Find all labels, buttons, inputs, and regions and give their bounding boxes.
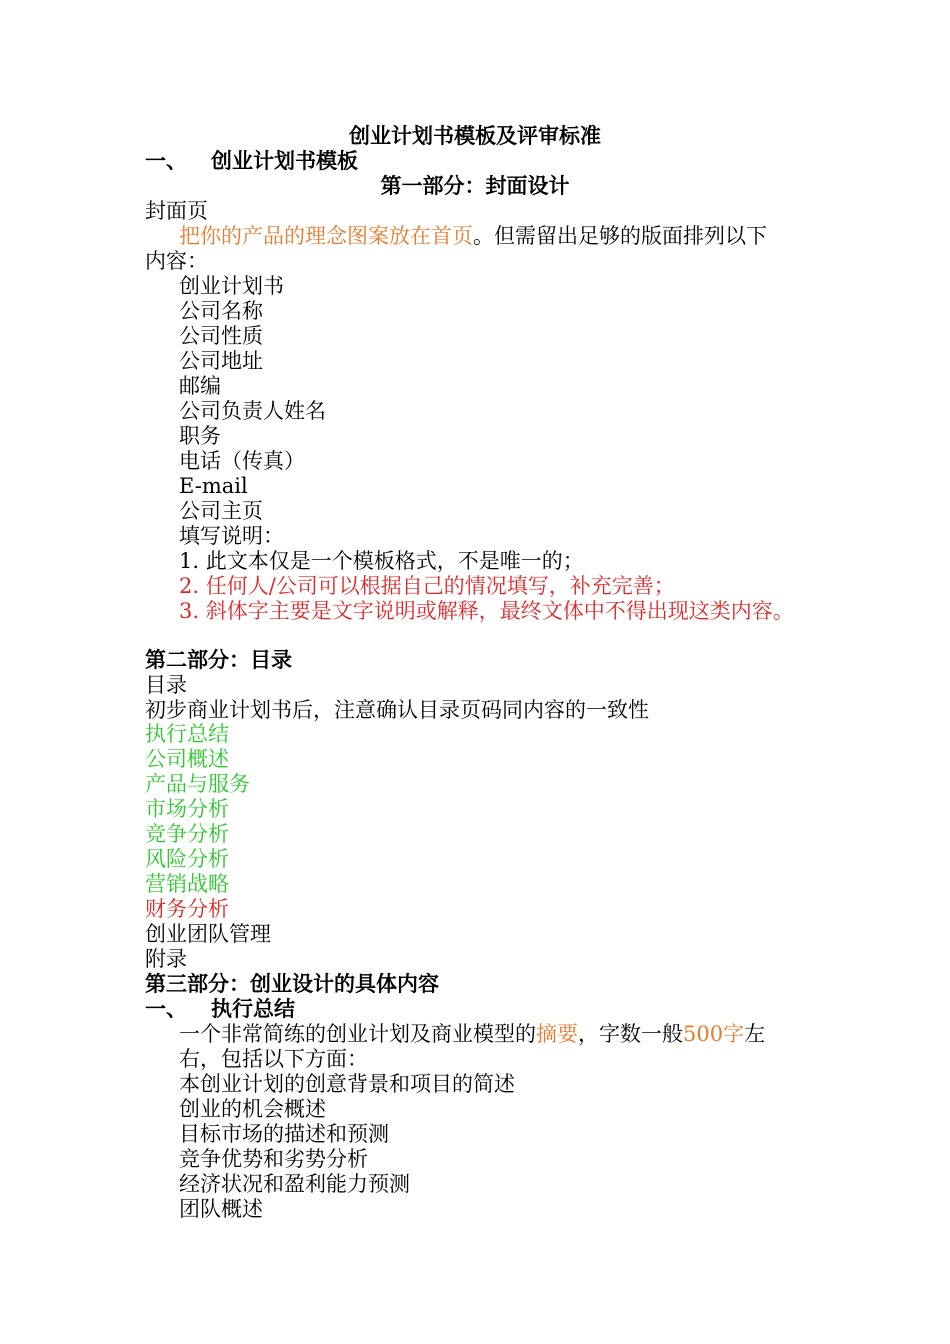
cover-page-label: 封面页	[145, 199, 208, 223]
summary-item: 目标市场的描述和预测	[179, 1122, 389, 1146]
part2-heading: 第二部分：目录	[145, 648, 292, 672]
part3-heading: 第三部分：创业设计的具体内容	[145, 972, 439, 996]
subsection-number: 一、	[145, 997, 187, 1021]
part1-heading: 第一部分：封面设计	[380, 174, 570, 198]
toc-item: 财务分析	[145, 897, 229, 921]
toc-item: 营销战略	[145, 872, 229, 896]
cover-item: 公司性质	[179, 324, 263, 348]
cover-item: 电话（传真）	[179, 449, 305, 473]
cover-intro-line	[179, 224, 767, 249]
subsection-label: 执行总结	[211, 997, 295, 1021]
document-title: 创业计划书模板及评审标准	[349, 124, 601, 148]
cover-item: 公司负责人姓名	[179, 399, 326, 423]
summary-text: ，字数一般	[578, 1022, 683, 1046]
summary-highlight: 摘要	[536, 1022, 578, 1046]
notes-label: 填写说明：	[179, 524, 284, 548]
intro-rest: 。但需留出足够的版面排列以下	[473, 224, 767, 248]
toc-item: 执行总结	[145, 722, 229, 746]
section-label: 创业计划书模板	[211, 149, 358, 173]
section-number: 一、	[145, 149, 187, 173]
note-item: 2. 任何人/公司可以根据自己的情况填写，补充完善；	[179, 574, 675, 598]
toc-item: 竞争分析	[145, 822, 229, 846]
summary-item: 创业的机会概述	[179, 1097, 326, 1121]
summary-item: 经济状况和盈利能力预测	[179, 1172, 410, 1196]
summary-item: 竞争优势和劣势分析	[179, 1147, 368, 1171]
intro-highlight: 把你的产品的理念图案放在首页	[179, 224, 473, 248]
cover-intro-continuation: 内容：	[145, 249, 208, 273]
summary-line-cont: 右，包括以下方面：	[179, 1047, 368, 1071]
toc-label: 目录	[145, 673, 187, 697]
note-item: 1. 此文本仅是一个模板格式，不是唯一的；	[179, 549, 584, 573]
section-heading-template	[145, 149, 358, 174]
subsection-heading	[145, 997, 295, 1022]
cover-item: 公司主页	[179, 499, 263, 523]
toc-item: 公司概述	[145, 747, 229, 771]
cover-item: 创业计划书	[179, 274, 284, 298]
toc-item: 产品与服务	[145, 772, 250, 796]
toc-item: 风险分析	[145, 847, 229, 871]
cover-item: 职务	[179, 424, 221, 448]
summary-item: 本创业计划的创意背景和项目的简述	[179, 1072, 515, 1096]
summary-text: 左	[744, 1022, 766, 1046]
cover-item: E-mail	[179, 474, 248, 498]
summary-line	[179, 1022, 765, 1047]
toc-item: 市场分析	[145, 797, 229, 821]
toc-item: 附录	[145, 947, 187, 971]
cover-item: 邮编	[179, 374, 221, 398]
cover-item: 公司地址	[179, 349, 263, 373]
note-item: 3. 斜体字主要是文字说明或解释，最终文体中不得出现这类内容。	[179, 599, 794, 623]
summary-item: 团队概述	[179, 1197, 263, 1221]
cover-item: 公司名称	[179, 299, 263, 323]
word-count-highlight: 500字	[683, 1022, 745, 1046]
summary-text: 一个非常简练的创业计划及商业模型的	[179, 1022, 536, 1046]
toc-note: 初步商业计划书后，注意确认目录页码同内容的一致性	[145, 698, 649, 722]
toc-item: 创业团队管理	[145, 922, 271, 946]
